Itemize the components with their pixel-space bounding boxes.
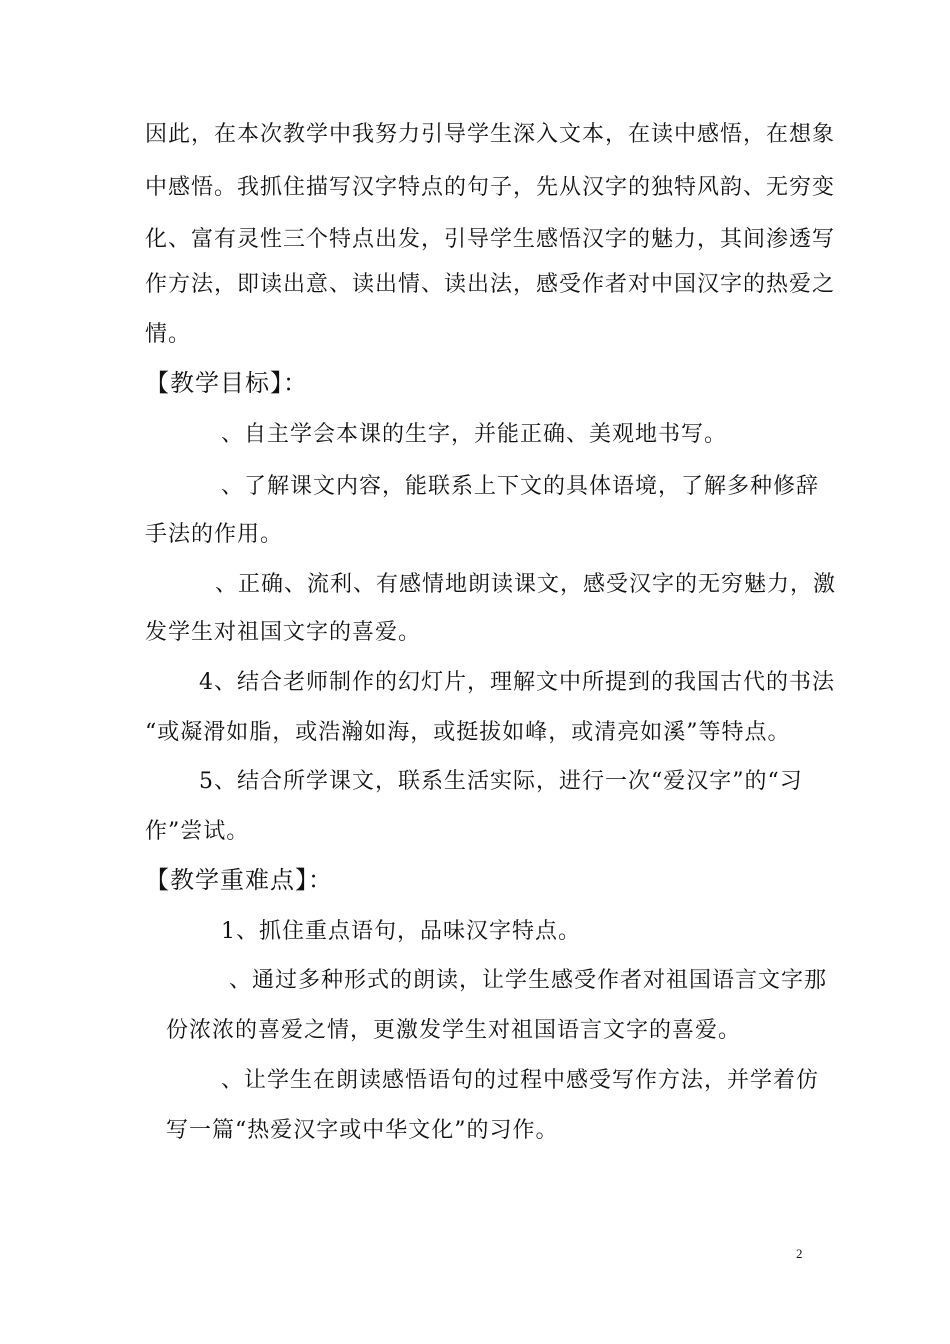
goal-item-4-line-2: “或凝滑如脂，或浩瀚如海，或挺拔如峰，或清亮如溪”等特点。 xyxy=(145,720,791,745)
key-point-item-3-line-2: 写一篇“热爱汉字或中华文化”的习作。 xyxy=(166,1118,559,1143)
key-point-item-2-line-2: 份浓浓的喜爱之情，更激发学生对祖国语言文字的喜爱。 xyxy=(166,1018,742,1043)
goal-item-1: 、自主学会本课的生字，并能正确、美观地书写。 xyxy=(221,422,728,447)
intro-line-2: 中感悟。我抓住描写汉字特点的句子，先从汉字的独特风韵、无穷变 xyxy=(145,175,836,200)
goal-item-4-line-1: 4、结合老师制作的幻灯片，理解文中所提到的我国古代的书法 xyxy=(199,670,835,695)
goal-item-2-line-1: 、了解课文内容，能联系上下文的具体语境，了解多种修辞 xyxy=(221,474,820,499)
goal-item-2-line-2: 手法的作用。 xyxy=(145,522,284,547)
goal-item-5-line-1: 5、结合所学课文，联系生活实际，进行一次“爱汉字”的“习 xyxy=(199,769,803,794)
goal-item-3-line-2: 发学生对祖国文字的喜爱。 xyxy=(145,620,422,645)
key-point-item-3-line-1: 、让学生在朗读感悟语句的过程中感受写作方法，并学着仿 xyxy=(221,1068,820,1093)
section-heading-goals: 【教学目标】： xyxy=(145,369,308,397)
key-point-item-2-line-1: 、通过多种形式的朗读，让学生感受作者对祖国语言文字那 xyxy=(229,968,828,993)
intro-line-4: 作方法，即读出意、读出情、读出法，感受作者对中国汉字的热爱之 xyxy=(145,272,836,297)
intro-line-1: 因此，在本次教学中我努力引导学生深入文本，在读中感悟，在想象 xyxy=(145,122,836,147)
page-number: 2 xyxy=(796,1246,803,1261)
intro-line-3: 化、富有灵性三个特点出发，引导学生感悟汉字的魅力，其间渗透写 xyxy=(145,227,836,252)
intro-line-5: 情。 xyxy=(145,322,192,347)
goal-item-5-line-2: 作”尝试。 xyxy=(145,819,250,844)
section-heading-key-points: 【教学重难点】： xyxy=(145,866,333,894)
key-point-item-1: 1、抓住重点语句，品味汉字特点。 xyxy=(221,919,581,944)
goal-item-3-line-1: 、正确、流利、有感情地朗读课文，感受汉字的无穷魅力，激 xyxy=(215,572,837,597)
